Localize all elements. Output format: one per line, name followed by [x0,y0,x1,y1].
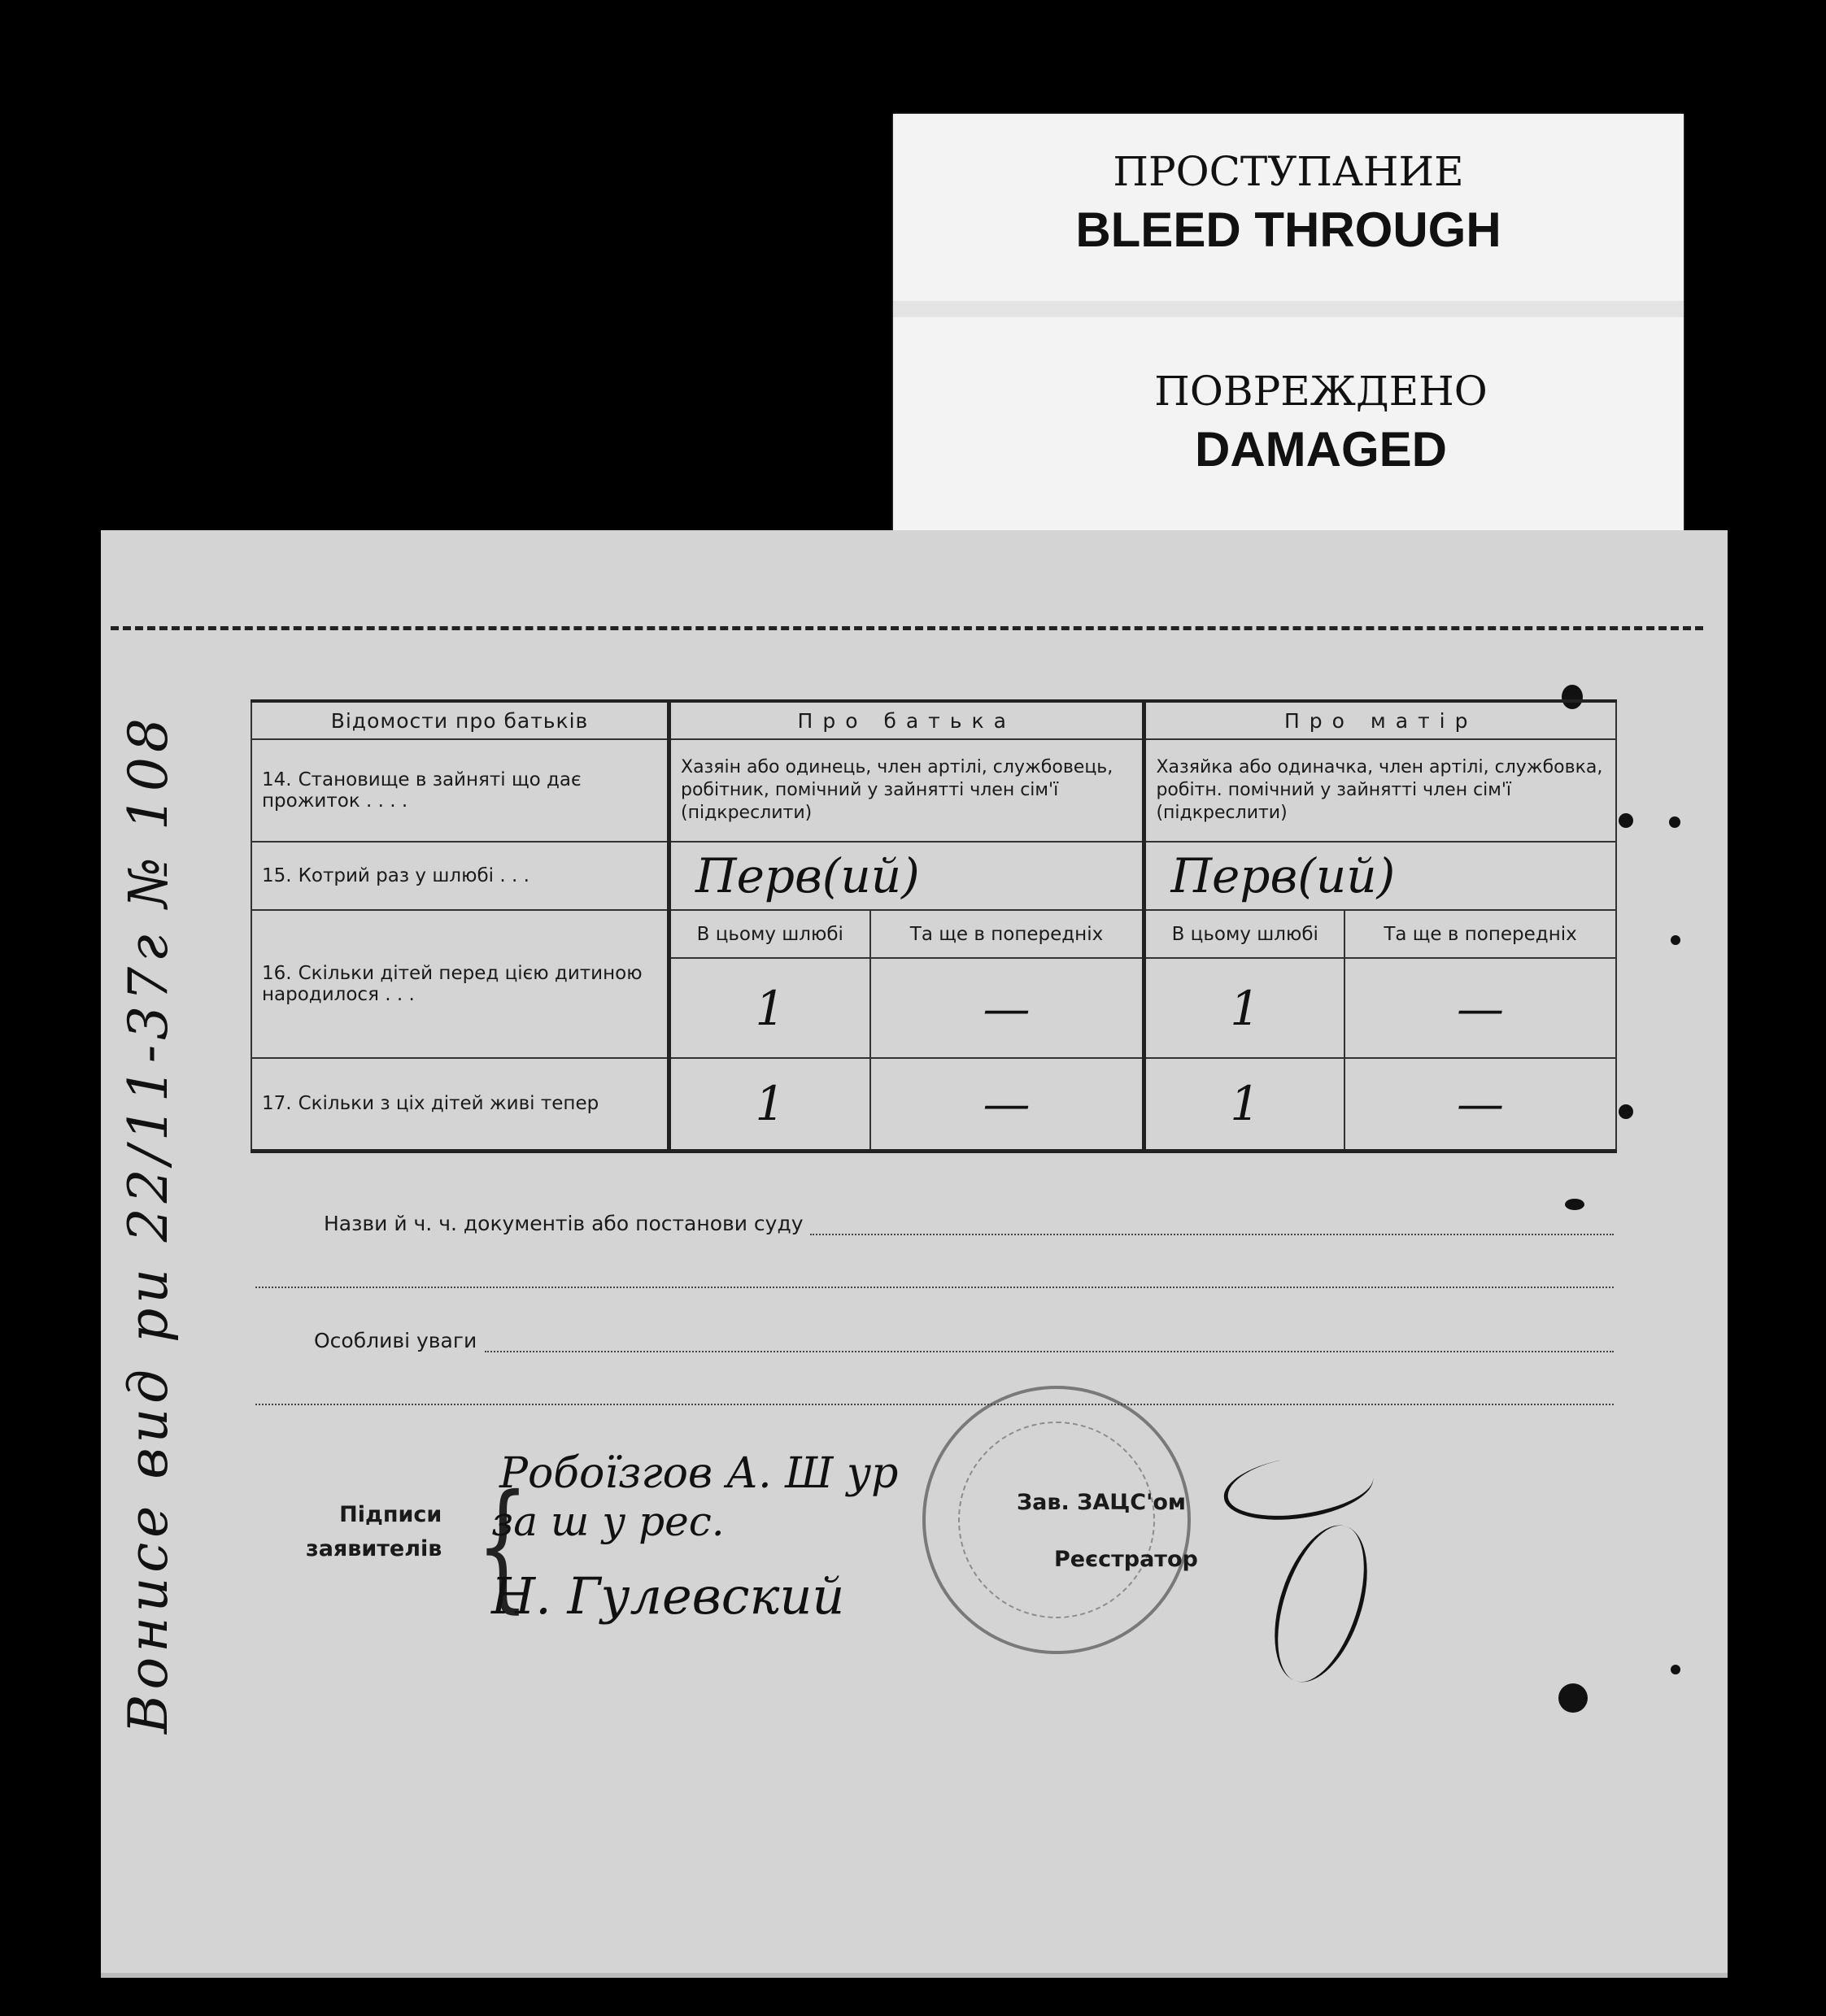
header-parents-info: Відомости про батьків [251,701,669,739]
row17-label: 17. Скільки з ціх дітей живі тепер [251,1058,669,1151]
row14-text: Становище в зайняті що дає прожиток . . . . [262,769,582,812]
row15-text: Котрий раз у шлюбі . . . [298,865,529,886]
perforation-line [111,626,1703,630]
documents-line [810,1234,1614,1235]
registrar-label: Реєстратор [1054,1547,1198,1572]
remarks-label: Особливі уваги [314,1329,477,1352]
row15-father-value: Перв(ий) [669,842,1144,910]
document-page [101,530,1728,1978]
official-signature [1220,1447,1378,1528]
damaged-ru: ПОВРЕЖДЕНО [1154,368,1488,415]
signature-1: Робоїзгов А. Ш ур [499,1449,899,1498]
bleed-through-en: BLEED THROUGH [1075,202,1501,257]
header-mother: Про матір [1144,701,1616,739]
row14-father-options: Хазяін або одинець, член артілі, службовець, робітник, помічний у зайнятті член сім'ї (підкреслити) [669,739,1144,842]
punch-hole [1669,816,1680,828]
documents-label: Назви й ч. ч. документів або постанови суду [324,1212,804,1235]
punch-hole [1671,935,1680,945]
punch-hole [1565,1199,1584,1210]
official-stamp [922,1386,1191,1654]
punch-hole [1619,1104,1633,1119]
punch-hole [1558,1683,1588,1713]
target-card [893,114,1684,537]
row14-mother-options: Хазяйка або одиначка, член артілі, службовка, робітн. помічний у зайнятті член сім'ї (підкреслити) [1144,739,1616,842]
registrar-signature [1257,1513,1385,1693]
row16-father-this: 1 [669,958,870,1058]
mother-previous-header: Та ще в попередніх [1344,910,1616,958]
signature-3: Н. Гулевский [491,1566,845,1626]
card-fold [893,301,1684,317]
row16-mother-prev: — [1344,958,1616,1058]
parents-table [251,699,1617,1153]
row16-text: Скільки дітей перед цією дитиною народилося . . . [262,963,643,1005]
remarks-line [485,1351,1614,1352]
remarks-line-2 [255,1396,1614,1405]
row17-father-prev: — [870,1058,1144,1151]
row16-mother-this: 1 [1144,958,1344,1058]
documents-row [255,1212,1614,1235]
father-previous-header: Та ще в попередніх [870,910,1144,958]
bleed-through-ru: ПРОСТУПАНИЕ [1113,148,1464,195]
remarks-row [255,1329,1614,1352]
brace: { [476,1465,529,1626]
mother-this-marriage-header: В цьому шлюбі [1144,910,1344,958]
documents-line-2 [255,1278,1614,1288]
punch-hole [1671,1665,1680,1674]
damaged-en: DAMAGED [1195,422,1447,477]
header-father: Про батька [669,701,1144,739]
row17-text: Скільки з ціх дітей живі тепер [298,1093,599,1115]
father-this-marriage-header: В цьому шлюбі [669,910,870,958]
row17-mother-prev: — [1344,1058,1616,1151]
row14-label: 14. Становище в зайняті що дає прожиток . . . . [251,739,669,842]
row17-father-this: 1 [669,1058,870,1151]
row15-label: 15. Котрий раз у шлюбі . . . [251,842,669,910]
head-label: Зав. ЗАЦС'ом [1017,1490,1186,1515]
margin-note: Вонисе вид ри 22/11-37г № 108 [117,713,180,1734]
row17-mother-this: 1 [1144,1058,1344,1151]
punch-hole [1619,813,1633,828]
row16-label: 16. Скільки дітей перед цією дитиною народилося . . . [251,910,669,1058]
row15-mother-value: Перв(ий) [1144,842,1616,910]
signatures-title: Підписи заявителів [306,1502,442,1561]
signature-2: за ш у рес. [491,1498,725,1545]
row16-father-prev: — [870,958,1144,1058]
